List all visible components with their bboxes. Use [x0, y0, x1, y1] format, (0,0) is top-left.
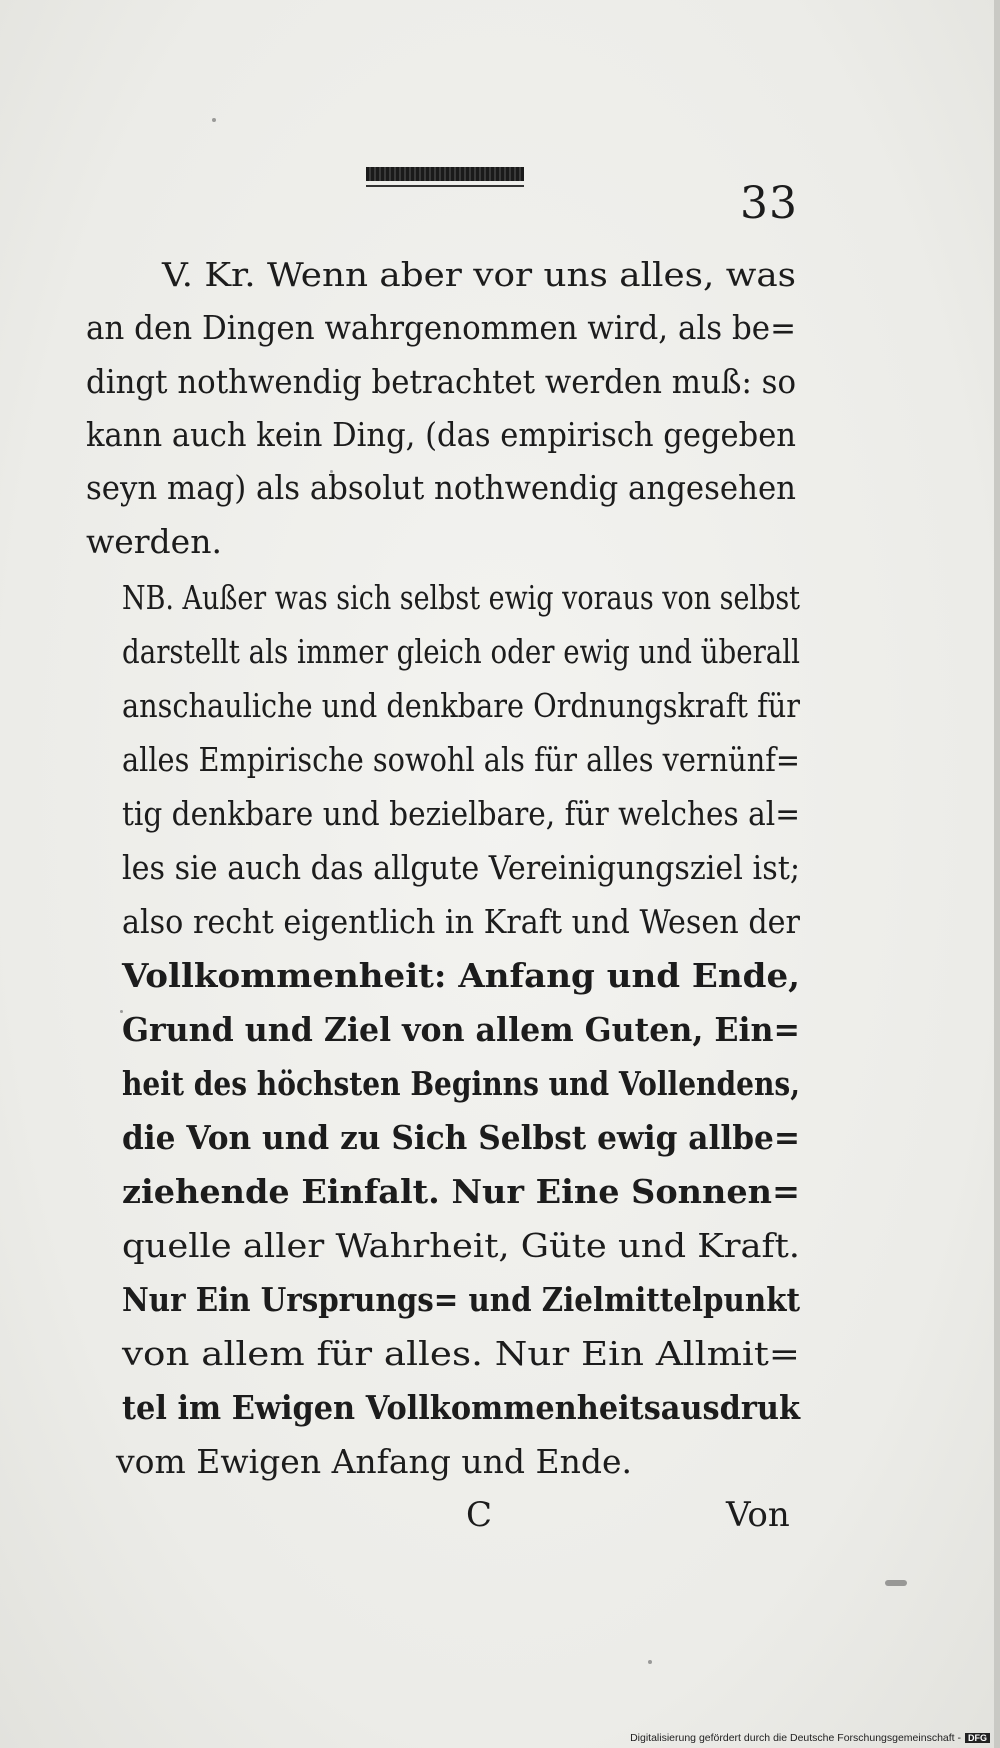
note-line: also recht eigentlich in Kraft und Wesen der — [122, 902, 800, 941]
dfg-logo: DFG — [965, 1733, 990, 1743]
scan-edge — [994, 0, 1000, 1748]
note-line: ziehende Einfalt. Nur Eine Sonnen= — [122, 1172, 800, 1211]
paper-speck — [212, 118, 216, 122]
text-line: V. Kr. Wenn aber vor uns alles, was — [162, 255, 796, 294]
note-line: von allem für alles. Nur Ein Allmit= — [122, 1334, 800, 1373]
note-line: darstellt als immer gleich oder ewig und überall — [122, 632, 800, 671]
header-ornament-underline — [366, 185, 524, 187]
note-line: vom Ewigen Anfang und Ende. — [116, 1442, 633, 1481]
signature-mark: C — [466, 1495, 493, 1535]
note-line: tig denkbare und bezielbare, für welches al= — [122, 794, 800, 833]
paper-speck — [885, 1580, 907, 1586]
note-line: les sie auch das allgute Vereinigungsziel ist; — [122, 848, 800, 887]
text-line: werden. — [86, 522, 222, 561]
note-line: tel im Ewigen Vollkommenheitsausdruk — [122, 1388, 800, 1427]
text-line: kann auch kein Ding, (das empirisch gegeben — [86, 415, 796, 454]
text-line: seyn mag) als absolut nothwendig angesehen — [86, 468, 796, 507]
page-number: 33 — [740, 178, 798, 229]
note-line: Grund und Ziel von allem Guten, Ein= — [122, 1010, 800, 1049]
note-line: anschauliche und denkbare Ordnungskraft für — [122, 686, 800, 725]
paper-speck — [648, 1660, 652, 1664]
note-line: Nur Ein Ursprungs= und Zielmittelpunkt — [122, 1280, 800, 1319]
note-line: NB. Außer was sich selbst ewig voraus von selbst — [122, 578, 800, 617]
text-line: an den Dingen wahrgenommen wird, als be= — [86, 308, 796, 347]
note-line: heit des höchsten Beginns und Vollendens, — [122, 1064, 800, 1103]
note-line: quelle aller Wahrheit, Güte und Kraft. — [122, 1226, 801, 1265]
note-line: Vollkommenheit: Anfang und Ende, — [122, 956, 800, 995]
digitization-footer-text: Digitalisierung gefördert durch die Deutsche Forschungsgemeinschaft - — [630, 1732, 961, 1744]
catchword: Von — [726, 1495, 790, 1535]
note-line: alles Empirische sowohl als für alles vernünf= — [122, 740, 800, 779]
note-line: die Von und zu Sich Selbst ewig allbe= — [122, 1118, 800, 1157]
text-line: dingt nothwendig betrachtet werden muß: so — [86, 362, 796, 401]
header-ornament-rule — [366, 167, 524, 181]
digitization-footer — [630, 1732, 990, 1744]
